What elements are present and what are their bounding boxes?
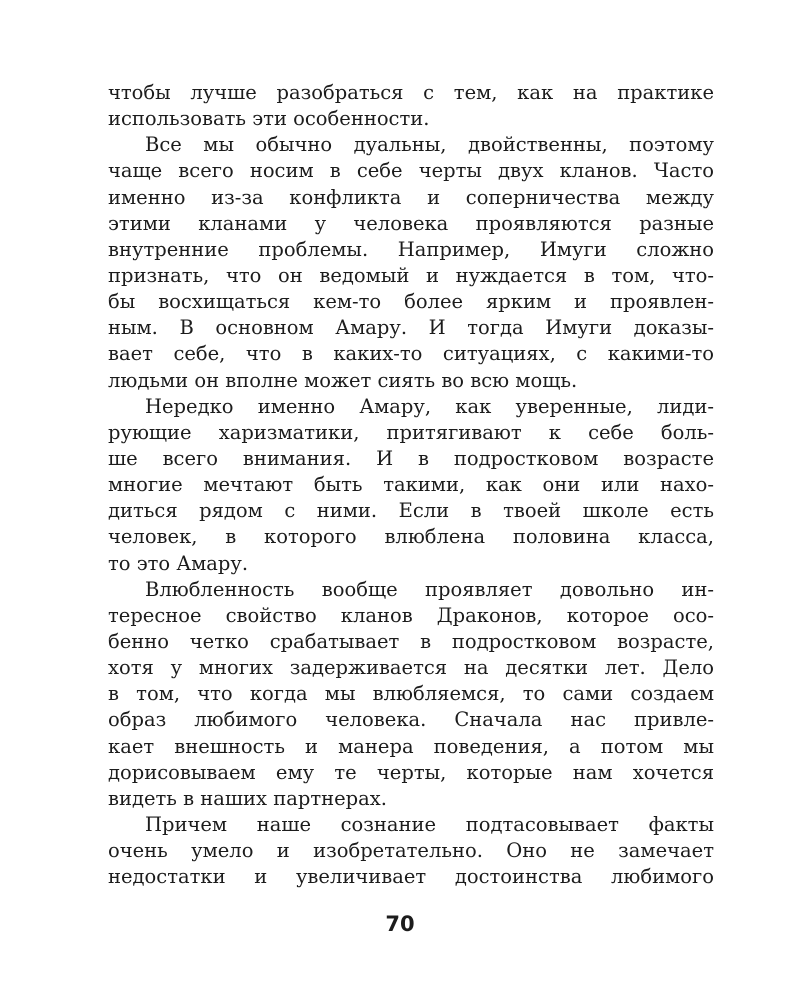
text-line: человек, в которого влюблена половина класса, <box>108 525 714 549</box>
text-line: видеть в наших партнерах. <box>108 786 387 810</box>
text-line: Влюбленность вообще проявляет довольно ин- <box>145 577 714 601</box>
paragraph-1 <box>108 80 714 132</box>
text-line: дорисовываем ему те черты, которые нам хочется <box>108 760 714 784</box>
text-line: признать, что он ведомый и нуждается в том, что- <box>108 263 714 287</box>
page-number: 70 <box>385 912 415 936</box>
text-line: использовать эти особенности. <box>108 107 430 131</box>
text-line: в том, что когда мы влюбляемся, то сами создаем <box>108 682 714 706</box>
text-line: образ любимого человека. Сначала нас привле- <box>108 708 714 732</box>
text-line: ным. В основном Амару. И тогда Имуги доказы- <box>108 316 714 340</box>
text-line: бы восхищаться кем-то более ярким и проявлен- <box>108 290 714 314</box>
text-line: многие мечтают быть такими, как они или нахо- <box>108 473 714 497</box>
text-line: внутренние проблемы. Например, Имуги сложно <box>108 237 714 261</box>
text-line: именно из-за конфликта и соперничества между <box>108 185 714 209</box>
paragraph-5 <box>108 812 714 890</box>
paragraph-2 <box>108 132 714 393</box>
text-line: Все мы обычно дуальны, двойственны, поэтому <box>145 133 714 157</box>
text-line: Причем наше сознание подтасовывает факты <box>145 812 714 836</box>
text-line: вает себе, что в каких-то ситуациях, с какими-то <box>108 342 714 366</box>
text-line: очень умело и изобретательно. Оно не замечает <box>108 839 714 863</box>
text-line: чаще всего носим в себе черты двух кланов. Часто <box>108 159 714 183</box>
text-line: этими кланами у человека проявляются разные <box>108 211 714 235</box>
page-body <box>108 80 714 890</box>
text-line: рующие харизматики, притягивают к себе боль- <box>108 420 714 444</box>
text-line: то это Амару. <box>108 551 249 575</box>
paragraph-3 <box>108 394 714 577</box>
text-line: тересное свойство кланов Драконов, которое осо- <box>108 603 714 627</box>
text-line: хотя у многих задерживается на десятки лет. Дело <box>108 656 714 680</box>
text-line: чтобы лучше разобраться с тем, как на практике <box>108 81 714 104</box>
text-line: Нередко именно Амару, как уверенные, лиди- <box>145 394 714 418</box>
text-line: кает внешность и манера поведения, а потом мы <box>108 734 714 758</box>
text-line: ше всего внимания. И в подростковом возрасте <box>108 446 714 470</box>
text-line: людьми он вполне может сиять во всю мощь. <box>108 368 578 392</box>
paragraph-4 <box>108 577 714 812</box>
text-line: недостатки и увеличивает достоинства любимого <box>108 865 714 889</box>
text-line: бенно четко срабатывает в подростковом возрасте, <box>108 629 714 653</box>
text-line: диться рядом с ними. Если в твоей школе есть <box>108 499 714 523</box>
